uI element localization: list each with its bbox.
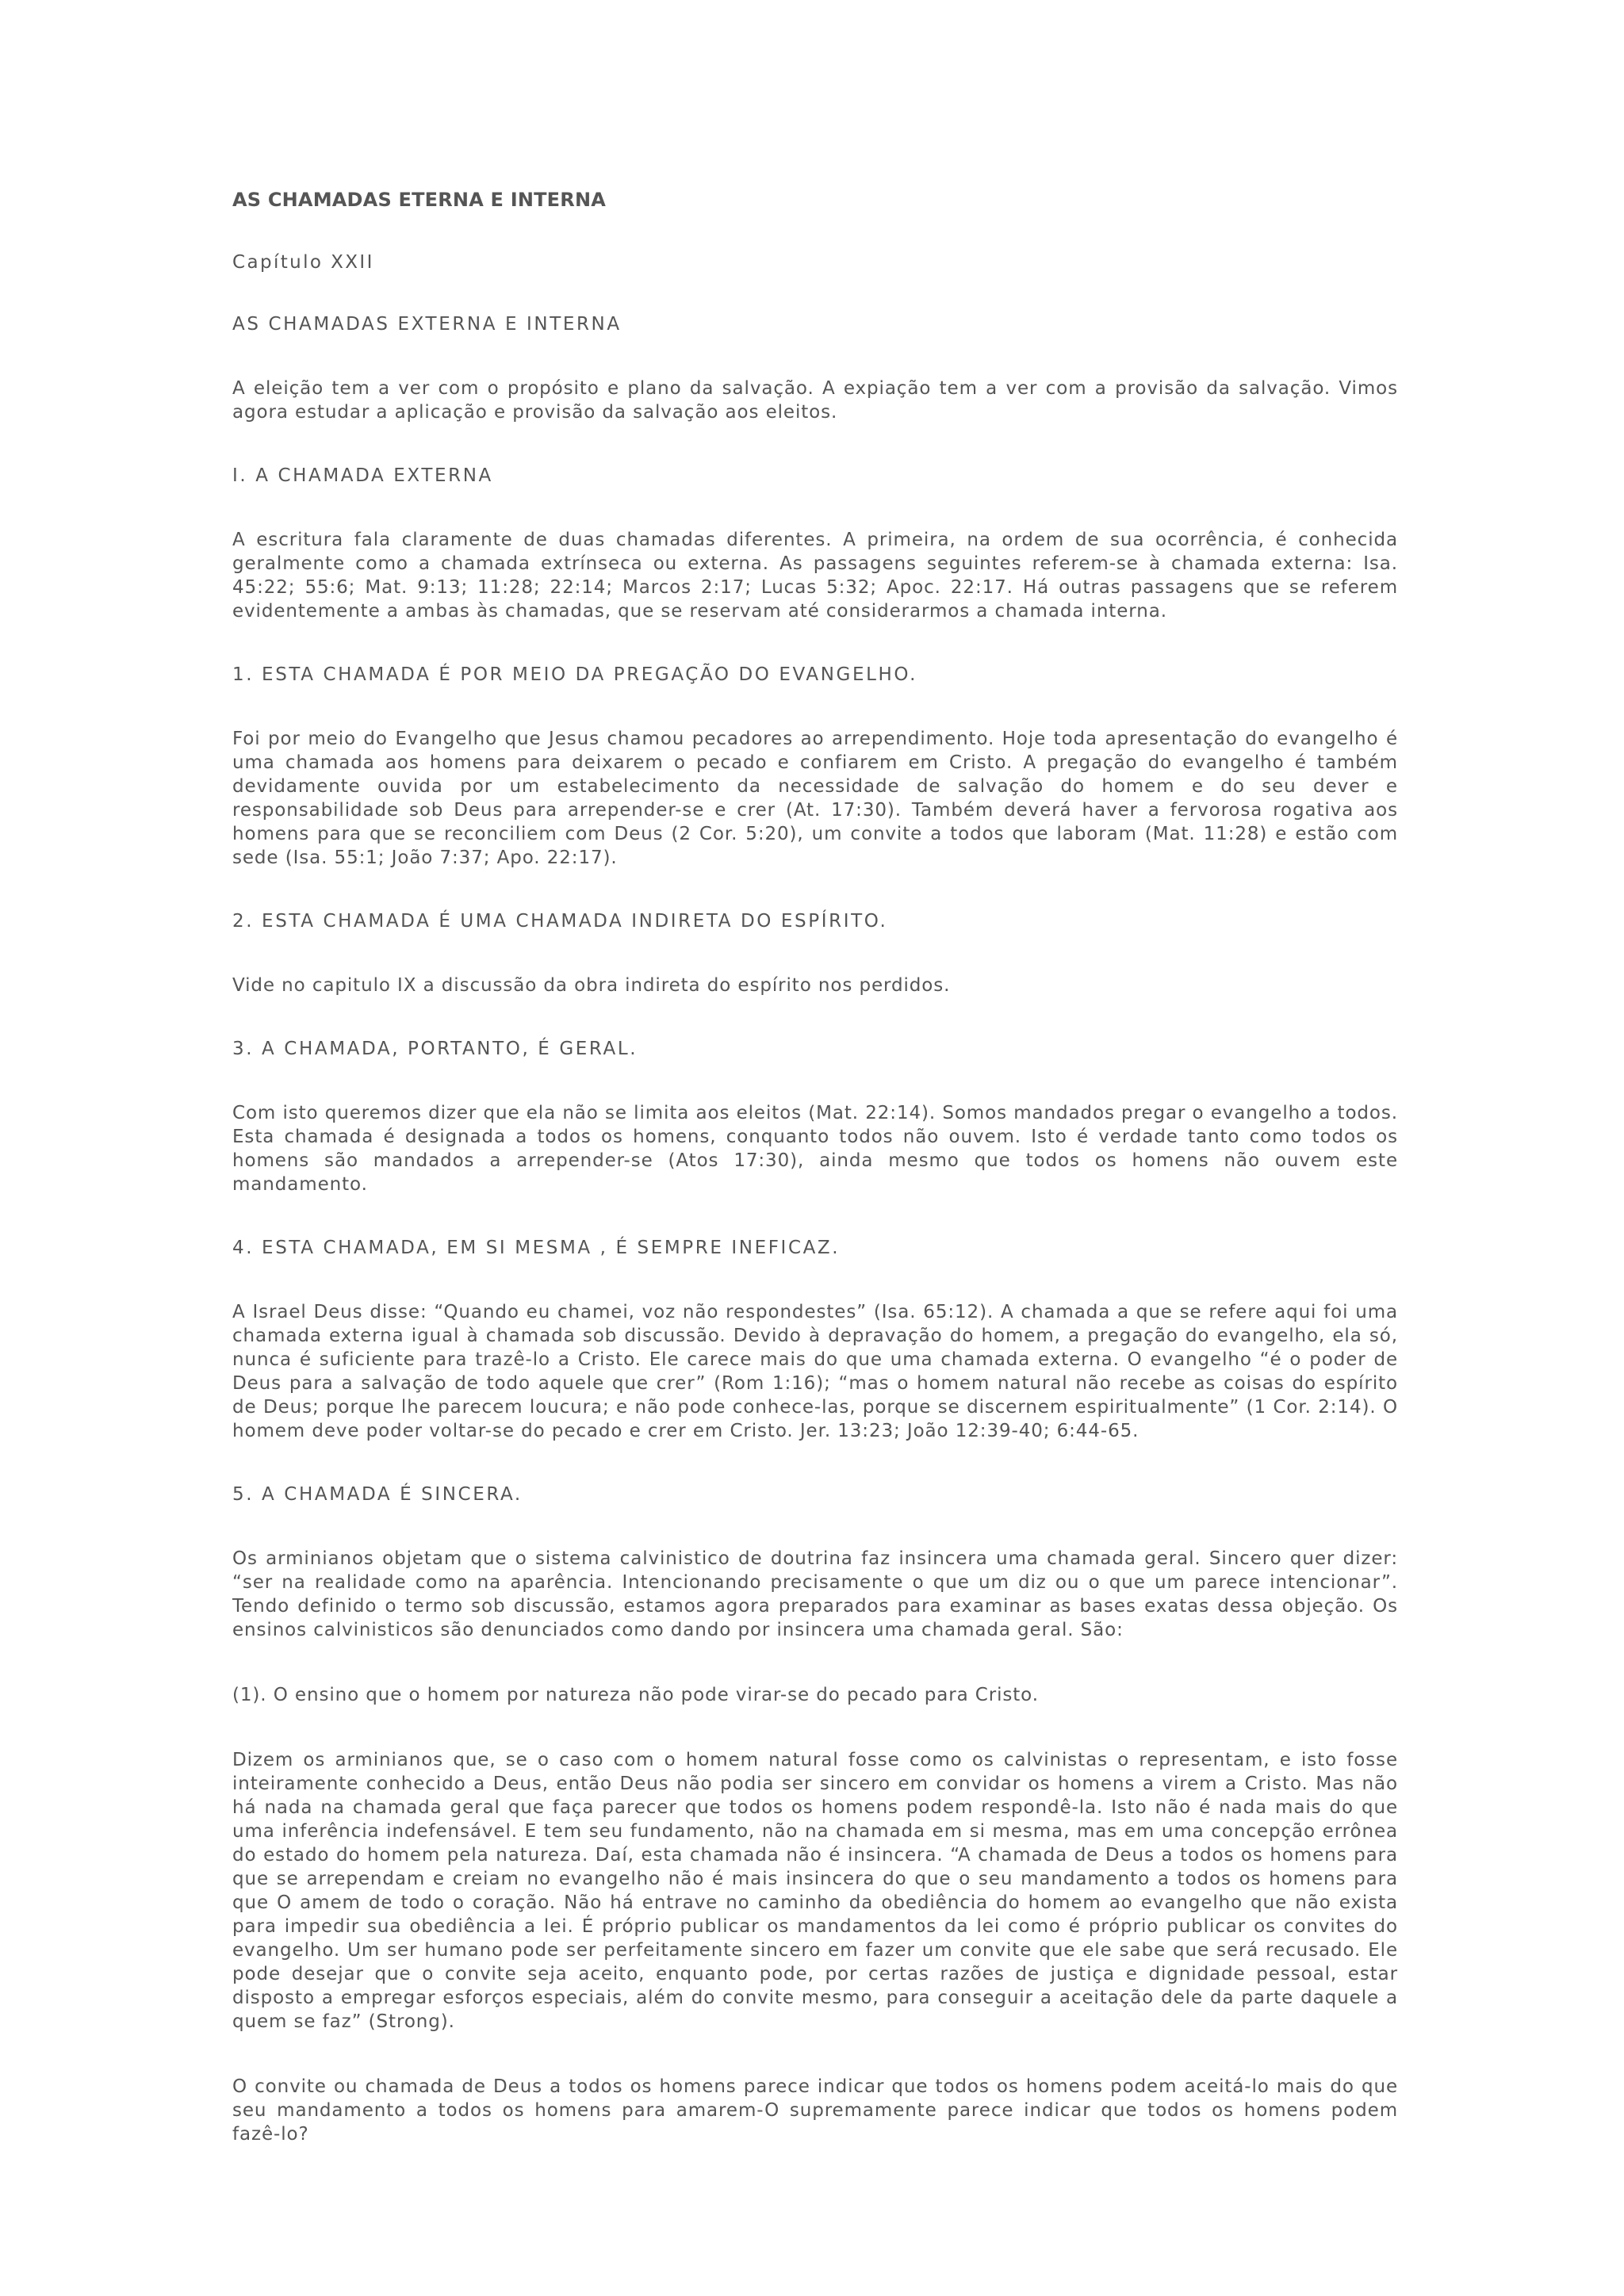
point-1-paragraph: Foi por meio do Evangelho que Jesus chamou pecadores ao arrependimento. Hoje toda apresentação do evangelho é uma chamada aos homens para deixarem o pecado e confiarem em Cristo. A pregação do evangelho é também devidamente ouvida por um estabelecimento da necessidade de salvação do homem e do seu dever e responsabilidade sob Deus para arrepender-se e crer (At. 17:30). Também deverá haver a fervorosa rogativa aos homens para que se reconciliem com Deus (2 Cor. 5:20), um convite a todos que laboram (Mat. 11:28) e estão com sede (Isa. 55:1; João 7:37; Apo. 22:17). [232, 729, 1398, 868]
point-4-paragraph: A Israel Deus disse: “Quando eu chamei, voz não respondestes” (Isa. 65:12). A chamada a que se refere aqui foi uma chamada externa igual à chamada sob discussão. Devido à depravação do homem, a pregação do evangelho, ela só, nunca é suficiente para trazê-lo a Cristo. Ele carece mais do que uma chamada externa. O evangelho “é o poder de Deus para a salvação de todo aquele que crer” (Rom 1:16); “mas o homem natural não recebe as coisas do espírito de Deus; porque lhe parecem loucura; e não pode conhece-las, porque se discernem espiritualmente” (1 Cor. 2:14). O homem deve poder voltar-se do pecado e crer em Cristo. Jer. 13:23; João 12:39-40; 6:44-65. [232, 1302, 1398, 1441]
chapter-label: Capítulo XXII [232, 252, 374, 273]
point-5-heading: 5. A CHAMADA É SINCERA. [232, 1484, 523, 1505]
final-paragraph: O convite ou chamada de Deus a todos os homens parece indicar que todos os homens podem aceitá-lo mais do que seu mandamento a todos os homens para amarem-O supremamente parece indicar que todos os homens podem fazê-lo? [232, 2076, 1398, 2145]
document-title: AS CHAMADAS ETERNA E INTERNA [232, 189, 607, 211]
chapter-subtitle: AS CHAMADAS EXTERNA E INTERNA [232, 314, 622, 335]
intro-paragraph: A eleição tem a ver com o propósito e plano da salvação. A expiação tem a ver com a provisão da salvação. Vimos agora estudar a aplicação e provisão da salvação aos eleitos. [232, 378, 1398, 423]
document-page [232, 189, 1398, 2187]
point-2-paragraph: Vide no capitulo IX a discussão da obra indireta do espírito nos perdidos. [232, 975, 951, 996]
sub-1-paragraph: Dizem os arminianos que, se o caso com o homem natural fosse como os calvinistas o representam, e isto fosse inteiramente conhecido a Deus, então Deus não podia ser sincero em convidar os homens a virem a Cristo. Mas não há nada na chamada geral que faça parecer que todos os homens podem respondê-la. Isto não é nada mais do que uma inferência indefensável. E tem seu fundamento, não na chamada em si mesma, mas em uma concepção errônea do estado do homem pela natureza. Daí, esta chamada não é insincera. “A chamada de Deus a todos os homens para que se arrependam e creiam no evangelho não é mais insincera do que o seu mandamento a todos os homens para que O amem de todo o coração. Não há entrave no caminho da obediência do homem ao evangelho que não exista para impedir sua obediência a lei. É próprio publicar os mandamentos da lei como é próprio publicar os convites do evangelho. Um ser humano pode ser perfeitamente sincero em fazer um convite que ele sabe que será recusado. Ele pode desejar que o convite seja aceito, enquanto pode, por certas razões de justiça e dignidade pessoal, estar disposto a empregar esforços especiais, além do convite mesmo, para conseguir a aceitação dele da parte daquele a quem se faz” (Strong). [232, 1750, 1398, 2032]
point-3-heading: 3. A CHAMADA, PORTANTO, É GERAL. [232, 1039, 638, 1059]
point-4-heading: 4. ESTA CHAMADA, EM SI MESMA , É SEMPRE INEFICAZ. [232, 1238, 841, 1258]
section-1-heading: I. A CHAMADA EXTERNA [232, 465, 493, 486]
sub-1-heading: (1). O ensino que o homem por natureza não pode virar-se do pecado para Cristo. [232, 1685, 1039, 1705]
point-5-paragraph: Os arminianos objetam que o sistema calvinistico de doutrina faz insincera uma chamada geral. Sincero quer dizer: “ser na realidade como na aparência. Intencionando precisamente o que um diz ou o que um parece intencionar”. Tendo definido o termo sob discussão, estamos agora preparados para examinar as bases exatas dessa objeção. Os ensinos calvinisticos são denunciados como dando por insincera uma chamada geral. São: [232, 1548, 1398, 1640]
point-3-paragraph: Com isto queremos dizer que ela não se limita aos eleitos (Mat. 22:14). Somos mandados pregar o evangelho a todos. Esta chamada é designada a todos os homens, conquanto todos não ouvem. Isto é verdade tanto como todos os homens são mandados a arrepender-se (Atos 17:30), ainda mesmo que todos os homens não ouvem este mandamento. [232, 1103, 1398, 1195]
section-1-paragraph: A escritura fala claramente de duas chamadas diferentes. A primeira, na ordem de sua ocorrência, é conhecida geralmente como a chamada extrínseca ou externa. As passagens seguintes referem-se à chamada externa: Isa. 45:22; 55:6; Mat. 9:13; 11:28; 22:14; Marcos 2:17; Lucas 5:32; Apoc. 22:17. Há outras passagens que se referem evidentemente a ambas às chamadas, que se reservam até considerarmos a chamada interna. [232, 530, 1398, 622]
point-2-heading: 2. ESTA CHAMADA É UMA CHAMADA INDIRETA DO ESPÍRITO. [232, 911, 888, 932]
point-1-heading: 1. ESTA CHAMADA É POR MEIO DA PREGAÇÃO DO EVANGELHO. [232, 664, 918, 685]
